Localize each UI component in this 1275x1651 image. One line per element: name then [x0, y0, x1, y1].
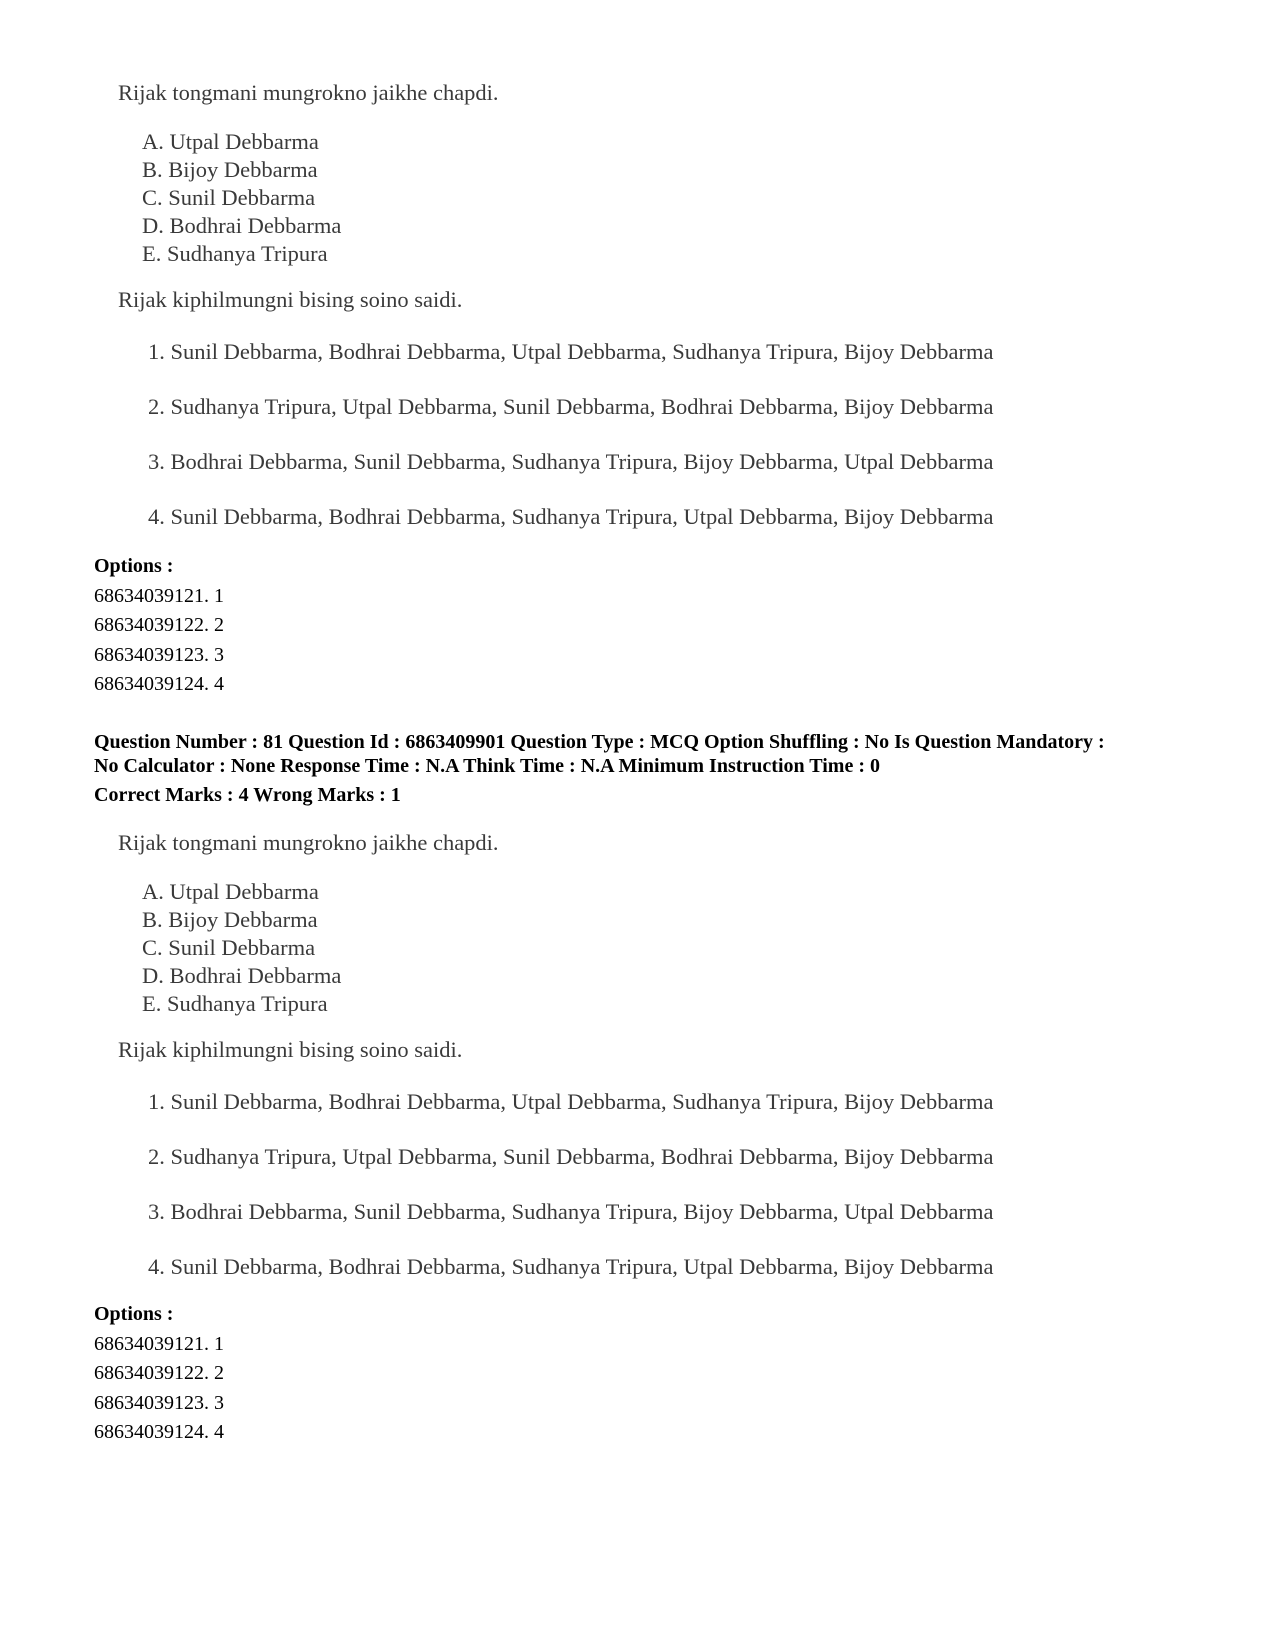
- item-list: [142, 128, 341, 268]
- sequence-list: [148, 338, 993, 558]
- option-item: 68634039121. 1: [94, 1332, 224, 1355]
- question-marks: Correct Marks : 4 Wrong Marks : 1: [94, 784, 401, 806]
- item: B. Bijoy Debbarma: [142, 157, 318, 182]
- option-item: 68634039123. 3: [94, 1391, 224, 1414]
- sequence-list: [148, 1088, 993, 1308]
- question-prompt: Rijak tongmani mungrokno jaikhe chapdi.: [118, 830, 499, 855]
- item: E. Sudhanya Tripura: [142, 241, 328, 266]
- option-item: 68634039122. 2: [94, 1362, 224, 1384]
- option-item: 68634039124. 4: [94, 673, 224, 695]
- options-block: [94, 552, 224, 700]
- item: A. Utpal Debbarma: [142, 129, 319, 154]
- question-prompt: Rijak tongmani mungrokno jaikhe chapdi.: [118, 80, 499, 105]
- option-item: 68634039121. 1: [94, 584, 224, 607]
- question-meta-line2: No Calculator : None Response Time : N.A Think Time : N.A Minimum Instruction Time : 0: [94, 755, 880, 777]
- item: A. Utpal Debbarma: [142, 879, 319, 904]
- item: D. Bodhrai Debbarma: [142, 213, 342, 238]
- sequence-item: 2. Sudhanya Tripura, Utpal Debbarma, Sunil Debbarma, Bodhrai Debbarma, Bijoy Debbarma: [148, 394, 994, 419]
- question-instruction: Rijak kiphilmungni bising soino saidi.: [118, 287, 463, 312]
- option-item: 68634039123. 3: [94, 643, 224, 666]
- item: C. Sunil Debbarma: [142, 935, 316, 960]
- item: D. Bodhrai Debbarma: [142, 963, 342, 988]
- question-instruction: Rijak kiphilmungni bising soino saidi.: [118, 1037, 463, 1062]
- option-item: 68634039124. 4: [94, 1421, 224, 1443]
- item-list: [142, 878, 341, 1018]
- question-meta: [94, 730, 1194, 807]
- item: B. Bijoy Debbarma: [142, 907, 318, 932]
- sequence-item: 1. Sunil Debbarma, Bodhrai Debbarma, Utpal Debbarma, Sudhanya Tripura, Bijoy Debbarma: [148, 1089, 994, 1114]
- item: C. Sunil Debbarma: [142, 185, 316, 210]
- sequence-item: 2. Sudhanya Tripura, Utpal Debbarma, Sunil Debbarma, Bodhrai Debbarma, Bijoy Debbarma: [148, 1144, 994, 1169]
- sequence-item: 4. Sunil Debbarma, Bodhrai Debbarma, Sudhanya Tripura, Utpal Debbarma, Bijoy Debbarma: [148, 504, 994, 529]
- sequence-item: 3. Bodhrai Debbarma, Sunil Debbarma, Sudhanya Tripura, Bijoy Debbarma, Utpal Debbarma: [148, 449, 994, 474]
- sequence-item: 3. Bodhrai Debbarma, Sunil Debbarma, Sudhanya Tripura, Bijoy Debbarma, Utpal Debbarma: [148, 1199, 994, 1224]
- question-meta-line1: Question Number : 81 Question Id : 6863409901 Question Type : MCQ Option Shuffling : No Is Question Mandatory :: [94, 731, 1105, 753]
- sequence-item: 4. Sunil Debbarma, Bodhrai Debbarma, Sudhanya Tripura, Utpal Debbarma, Bijoy Debbarma: [148, 1254, 994, 1279]
- item: E. Sudhanya Tripura: [142, 991, 328, 1016]
- options-label: Options :: [94, 555, 174, 577]
- options-block: [94, 1300, 224, 1448]
- options-label: Options :: [94, 1303, 174, 1325]
- option-item: 68634039122. 2: [94, 614, 224, 636]
- sequence-item: 1. Sunil Debbarma, Bodhrai Debbarma, Utpal Debbarma, Sudhanya Tripura, Bijoy Debbarma: [148, 339, 994, 364]
